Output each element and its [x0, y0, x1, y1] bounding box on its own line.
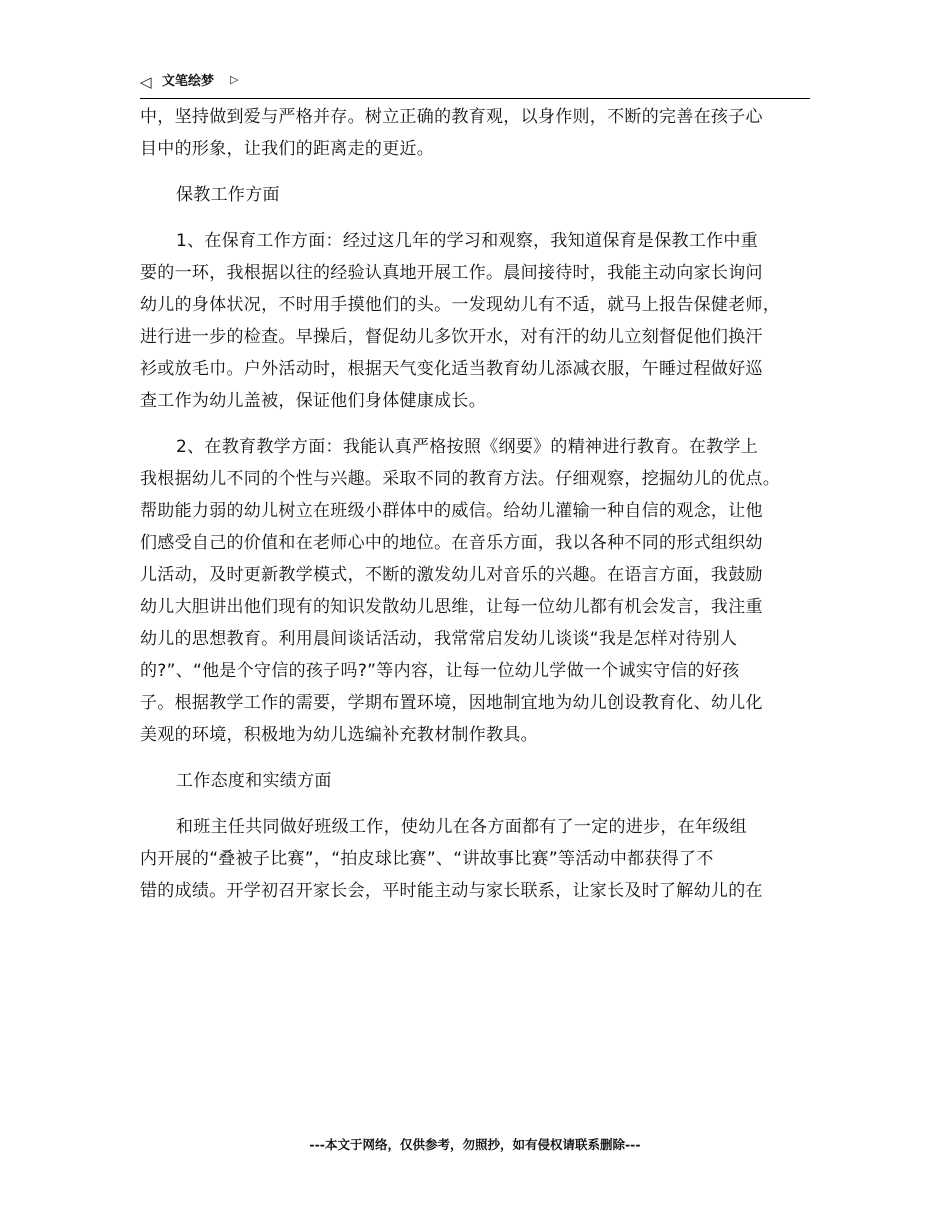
text-line: 子。根据教学工作的需要，学期布置环境，因地制宜地为幼儿创设教育化、幼儿化	[140, 693, 763, 713]
paragraph	[140, 811, 820, 907]
footer-disclaimer: ---本文于网络，仅供参考，勿照抄，如有侵权请联系删除---	[309, 1137, 641, 1152]
header-brand: 文笔绘梦	[162, 74, 215, 89]
text-line: 帮助能力弱的幼儿树立在班级小群体中的威信。给幼儿灌输一种自信的观念，让他	[140, 501, 763, 521]
paragraph	[140, 431, 820, 751]
paragraph-gap	[140, 211, 820, 225]
text-line: 进行进一步的检查。早操后，督促幼儿多饮开水，对有汗的幼儿立刻督促他们换汗	[140, 327, 763, 347]
text-line: 1、在保育工作方面：经过这几年的学习和观察，我知道保育是保教工作中重	[176, 231, 759, 251]
paragraph-gap	[140, 417, 820, 431]
text-line: 工作态度和实绩方面	[176, 771, 332, 791]
text-line: 儿活动，及时更新教学模式，不断的激发幼儿对音乐的兴趣。在语言方面，我鼓励	[140, 565, 763, 585]
paragraph-gap	[140, 165, 820, 179]
text-line: 的?”、“他是个守信的孩子吗?”等内容，让每一位幼儿学做一个诚实守信的好孩	[140, 661, 740, 681]
text-line: 幼儿的思想教育。利用晨间谈话活动，我常常启发幼儿谈谈“我是怎样对待别人	[140, 629, 738, 649]
triangle-right-icon: ▷	[230, 73, 239, 86]
text-line: 查工作为幼儿盖被，保证他们身体健康成长。	[140, 391, 486, 411]
triangle-left-icon: ◁	[140, 73, 152, 91]
paragraph-gap	[140, 797, 820, 811]
text-line: 和班主任共同做好班级工作，使幼儿在各方面都有了一定的进步，在年级组	[176, 817, 747, 837]
paragraph	[140, 101, 820, 165]
paragraph	[140, 225, 820, 417]
paragraph	[140, 179, 820, 211]
text-line: 衫或放毛巾。户外活动时，根据天气变化适当教育幼儿添减衣服，午睡过程做好巡	[140, 359, 763, 379]
page-header	[140, 70, 810, 99]
text-line: 保教工作方面	[176, 185, 280, 205]
text-line: 们感受自己的价值和在老师心中的地位。在音乐方面，我以各种不同的形式组织幼	[140, 533, 763, 553]
text-line: 我根据幼儿不同的个性与兴趣。采取不同的教育方法。仔细观察，挖掘幼儿的优点。	[140, 469, 781, 489]
text-line: 中，坚持做到爱与严格并存。树立正确的教育观，以身作则，不断的完善在孩子心	[140, 107, 763, 127]
document-body	[140, 101, 820, 907]
paragraph-gap	[140, 751, 820, 765]
text-line: 目中的形象，让我们的距离走的更近。	[140, 139, 435, 159]
text-line: 美观的环境，积极地为幼儿选编补充教材制作教具。	[140, 725, 538, 745]
text-line: 2、在教育教学方面：我能认真严格按照《纲要》的精神进行教育。在教学上	[176, 437, 759, 457]
text-line: 内开展的“叠被子比赛”，“拍皮球比赛”、“讲故事比赛”等活动中都获得了不	[140, 849, 714, 869]
paragraph	[140, 765, 820, 797]
text-line: 错的成绩。开学初召开家长会，平时能主动与家长联系，让家长及时了解幼儿的在	[140, 881, 763, 901]
text-line: 要的一环，我根据以往的经验认真地开展工作。晨间接待时，我能主动向家长询问	[140, 263, 763, 283]
text-line: 幼儿大胆讲出他们现有的知识发散幼儿思维，让每一位幼儿都有机会发言，我注重	[140, 597, 763, 617]
text-line: 幼儿的身体状况，不时用手摸他们的头。一发现幼儿有不适，就马上报告保健老师，	[140, 295, 781, 315]
